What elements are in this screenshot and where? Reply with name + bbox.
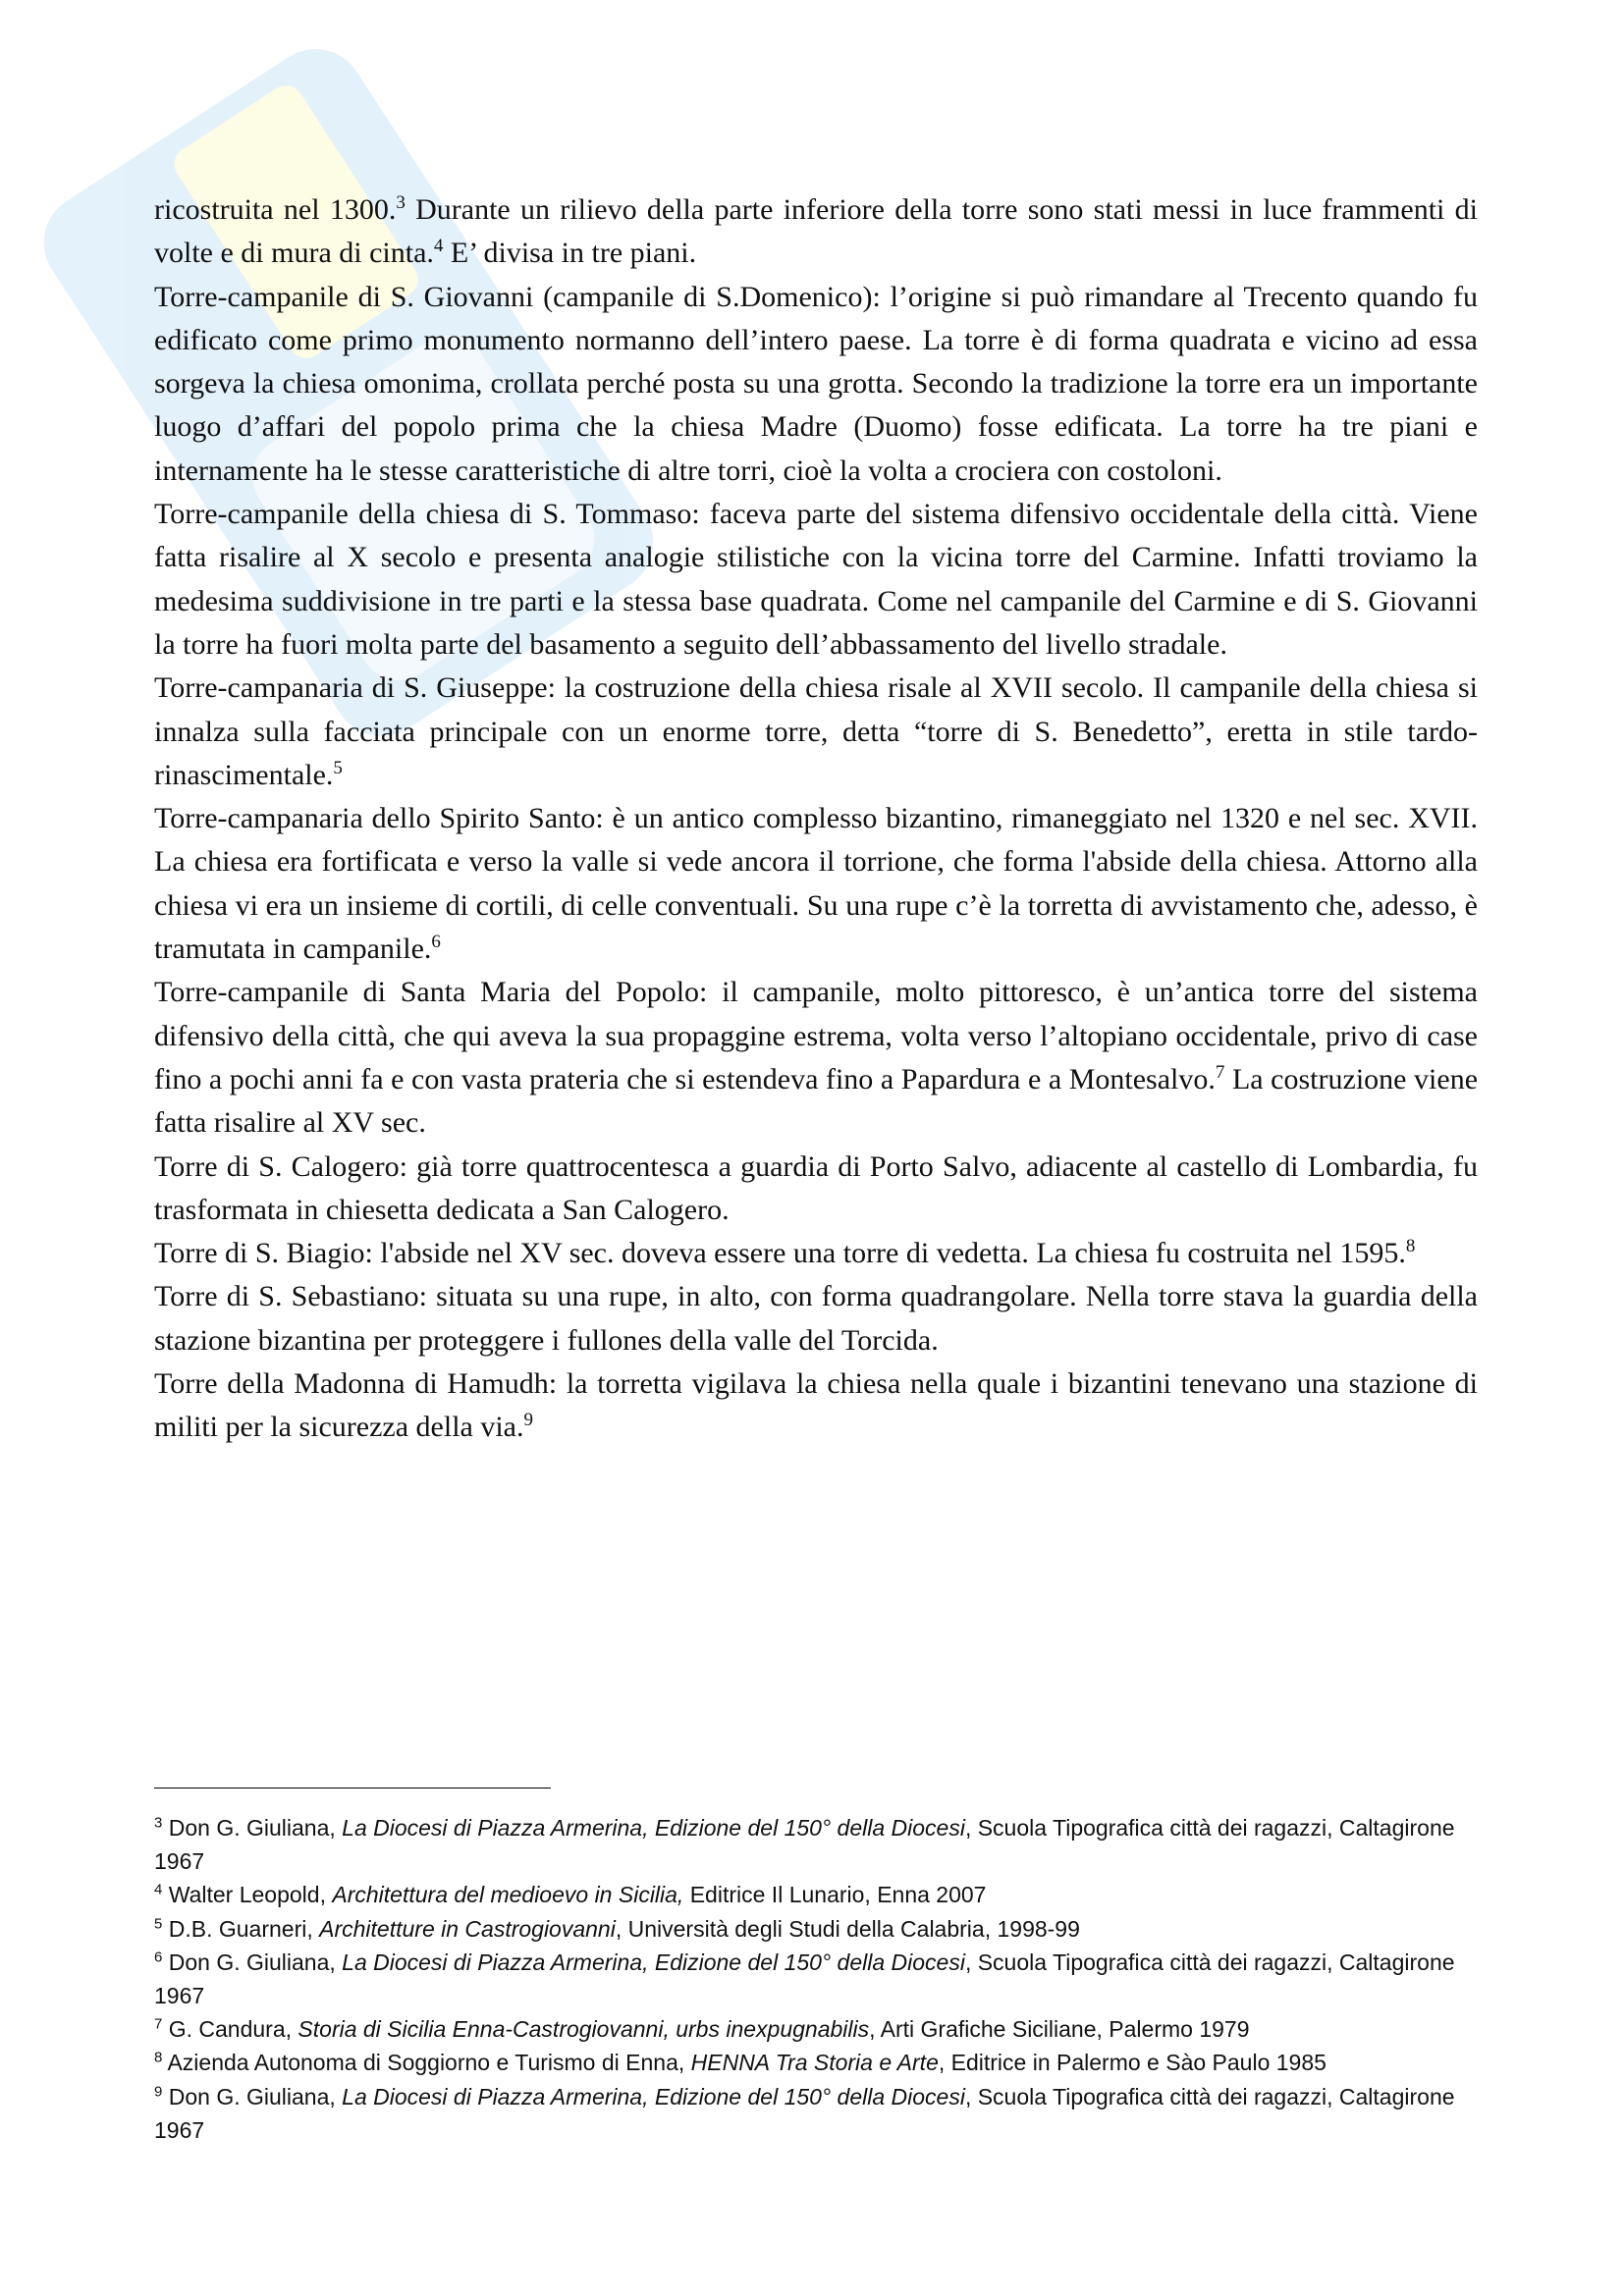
paragraph-text: Durante un rilievo della parte inferiore della torre sono stati messi in luce frammenti di volte e di mura di cinta. [154, 193, 1479, 270]
paragraph [154, 797, 1478, 971]
footnote-title: La Diocesi di Piazza Armerina, Edizione del 150° della Diocesi [342, 1815, 965, 1841]
footnote-separator [154, 1788, 551, 1789]
footnote-number: 6 [154, 1949, 163, 1966]
paragraph [154, 667, 1478, 797]
paragraph-text: ricostruita nel 1300. [154, 193, 397, 226]
paragraph [154, 1362, 1478, 1450]
footnote-text: Editrice Il Lunario, Enna 2007 [683, 1882, 987, 1908]
paragraph-text: Torre-campanaria dello Spirito Santo: è un antico complesso bizantino, rimaneggiato nel 1320 e nel sec. XVII. La chiesa era fortificata e verso la valle si vede ancora il torrione, che forma l'abside della chiesa. Attorno alla chiesa vi era un insieme di cortili, di celle conventuali. Su una rupe c’è la torretta di avvistamento che, adesso, è tramutata in campanile. [154, 802, 1478, 966]
footnote-ref: 5 [333, 757, 343, 778]
footnote-number: 7 [154, 2015, 163, 2033]
footnote-ref: 7 [1215, 1061, 1225, 1083]
footnote-number: 4 [154, 1881, 163, 1898]
paragraph-text: E’ divisa in tre piani. [443, 237, 697, 270]
footnote-text: , Scuola Tipografica città dei ragazzi, Caltagirone 1967 [154, 2083, 1455, 2143]
footnote-ref: 8 [1405, 1236, 1416, 1257]
footnote-ref: 6 [431, 932, 441, 953]
footnote-number: 8 [154, 2049, 163, 2066]
footnote-number: 9 [154, 2082, 163, 2100]
footnote [154, 2080, 1478, 2147]
footnote [154, 1878, 1478, 1911]
footnote-title: Architetture in Castrogiovanni [319, 1915, 616, 1942]
body-text [154, 188, 1478, 1450]
paragraph-text: Torre-campanaria di S. Giuseppe: la costruzione della chiesa risale al XVII secolo. Il campanile della chiesa si innalza sulla facciata principale con un enorme torre, detta “torre di S. Benedetto”, eretta in stile tardo-rinascimentale. [154, 671, 1478, 791]
paragraph [154, 188, 1478, 276]
paragraph [154, 971, 1478, 1145]
paragraph [154, 1232, 1478, 1275]
footnote [154, 1946, 1478, 2012]
footnote-ref: 4 [433, 236, 444, 257]
footnote-title: La Diocesi di Piazza Armerina, Edizione del 150° della Diocesi [342, 1949, 965, 1975]
paragraph-text: La costruzione viene fatta risalire al XV sec. [154, 1062, 1479, 1140]
footnote-text: Don G. Giuliana, [168, 2083, 343, 2109]
footnote-text: Walter Leopold, [168, 1882, 333, 1908]
paragraph-text: Torre di S. Calogero: già torre quattrocentesca a guardia di Porto Salvo, adiacente al castello di Lombardia, fu trasformata in chiesetta dedicata a San Calogero. [154, 1149, 1478, 1226]
paragraph [154, 276, 1478, 493]
paragraph-text: Torre-campanile di S. Giovanni (campanile di S.Domenico): l’origine si può rimandare al Trecento quando fu edificato come primo monumento normanno dell’intero paese. La torre è di forma quadrata e vicino ad essa sorgeva la chiesa omonima, crollata perché posta su una grotta. Secondo la tradizione la torre era un importante luogo d’affari del popolo prima che la chiesa Madre (Duomo) fosse edificata. La torre ha tre piani e internamente ha le stesse caratteristiche di altre torri, cioè la volta a crociera con costoloni. [154, 280, 1478, 487]
paragraph-text: Torre di S. Sebastiano: situata su una rupe, in alto, con forma quadrangolare. Nella torre stava la guardia della stazione bizantina per proteggere i fullones della valle del Torcida. [154, 1280, 1478, 1357]
footnotes [154, 1811, 1478, 2147]
footnote-title: Architettura del medioevo in Sicilia, [332, 1882, 684, 1908]
footnote [154, 2012, 1478, 2046]
footnote-text: D.B. Guarneri, [168, 1915, 320, 1942]
paragraph [154, 1275, 1478, 1362]
footnote-number: 5 [154, 1914, 163, 1932]
footnote-text: , Scuola Tipografica città dei ragazzi, Caltagirone 1967 [154, 1949, 1455, 2009]
footnote-text: Don G. Giuliana, [168, 1949, 343, 1975]
footnote-text: , Editrice in Palermo e Sào Paulo 1985 [938, 2050, 1326, 2076]
footnote-text: , Arti Grafiche Siciliane, Palermo 1979 [869, 2016, 1250, 2043]
footnote-title: La Diocesi di Piazza Armerina, Edizione del 150° della Diocesi [342, 2083, 965, 2109]
paragraph-text: Torre della Madonna di Hamudh: la torretta vigilava la chiesa nella quale i bizantini tenevano una stazione di militi per la sicurezza della via. [154, 1367, 1478, 1444]
footnote-ref: 9 [523, 1410, 533, 1431]
footnote [154, 1912, 1478, 1946]
paragraph-text: Torre-campanile di Santa Maria del Popolo: il campanile, molto pittoresco, è un’antica torre del sistema difensivo della città, che qui aveva la sua propaggine estrema, volta verso l’altopiano occidentale, privo di case fino a pochi anni fa e con vasta prateria che si estendeva fino a Papardura e a Montesalvo. [154, 976, 1478, 1095]
paragraph [154, 1146, 1478, 1233]
paragraph-text: Torre di S. Biagio: l'abside nel XV sec. doveva essere una torre di vedetta. La chiesa fu costruita nel 1595. [154, 1237, 1406, 1270]
paragraph [154, 493, 1478, 667]
footnote-number: 3 [154, 1814, 163, 1832]
footnote [154, 1811, 1478, 1878]
footnote-ref: 3 [396, 192, 406, 213]
footnote-text: , Università degli Studi della Calabria, 1998-99 [615, 1915, 1080, 1942]
footnote-text: Azienda Autonoma di Soggiorno e Turismo di Enna, [167, 2050, 691, 2076]
footnote-title: Storia di Sicilia Enna-Castrogiovanni, urbs inexpugnabilis [298, 2016, 870, 2043]
footnote-title: HENNA Tra Storia e Arte [690, 2050, 939, 2076]
footnote [154, 2046, 1478, 2079]
footnote-text: G. Candura, [168, 2016, 298, 2043]
paragraph-text: Torre-campanile della chiesa di S. Tommaso: faceva parte del sistema difensivo occidentale della città. Viene fatta risalire al X secolo e presenta analogie stilistiche con la vicina torre del Carmine. Infatti troviamo la medesima suddivisione in tre parti e la stessa base quadrata. Come nel campanile del Carmine e di S. Giovanni la torre ha fuori molta parte del basamento a seguito dell’abbassamento del livello stradale. [154, 498, 1478, 661]
footnote-text: Don G. Giuliana, [168, 1815, 343, 1841]
footnote-text: , Scuola Tipografica città dei ragazzi, Caltagirone 1967 [154, 1815, 1455, 1875]
